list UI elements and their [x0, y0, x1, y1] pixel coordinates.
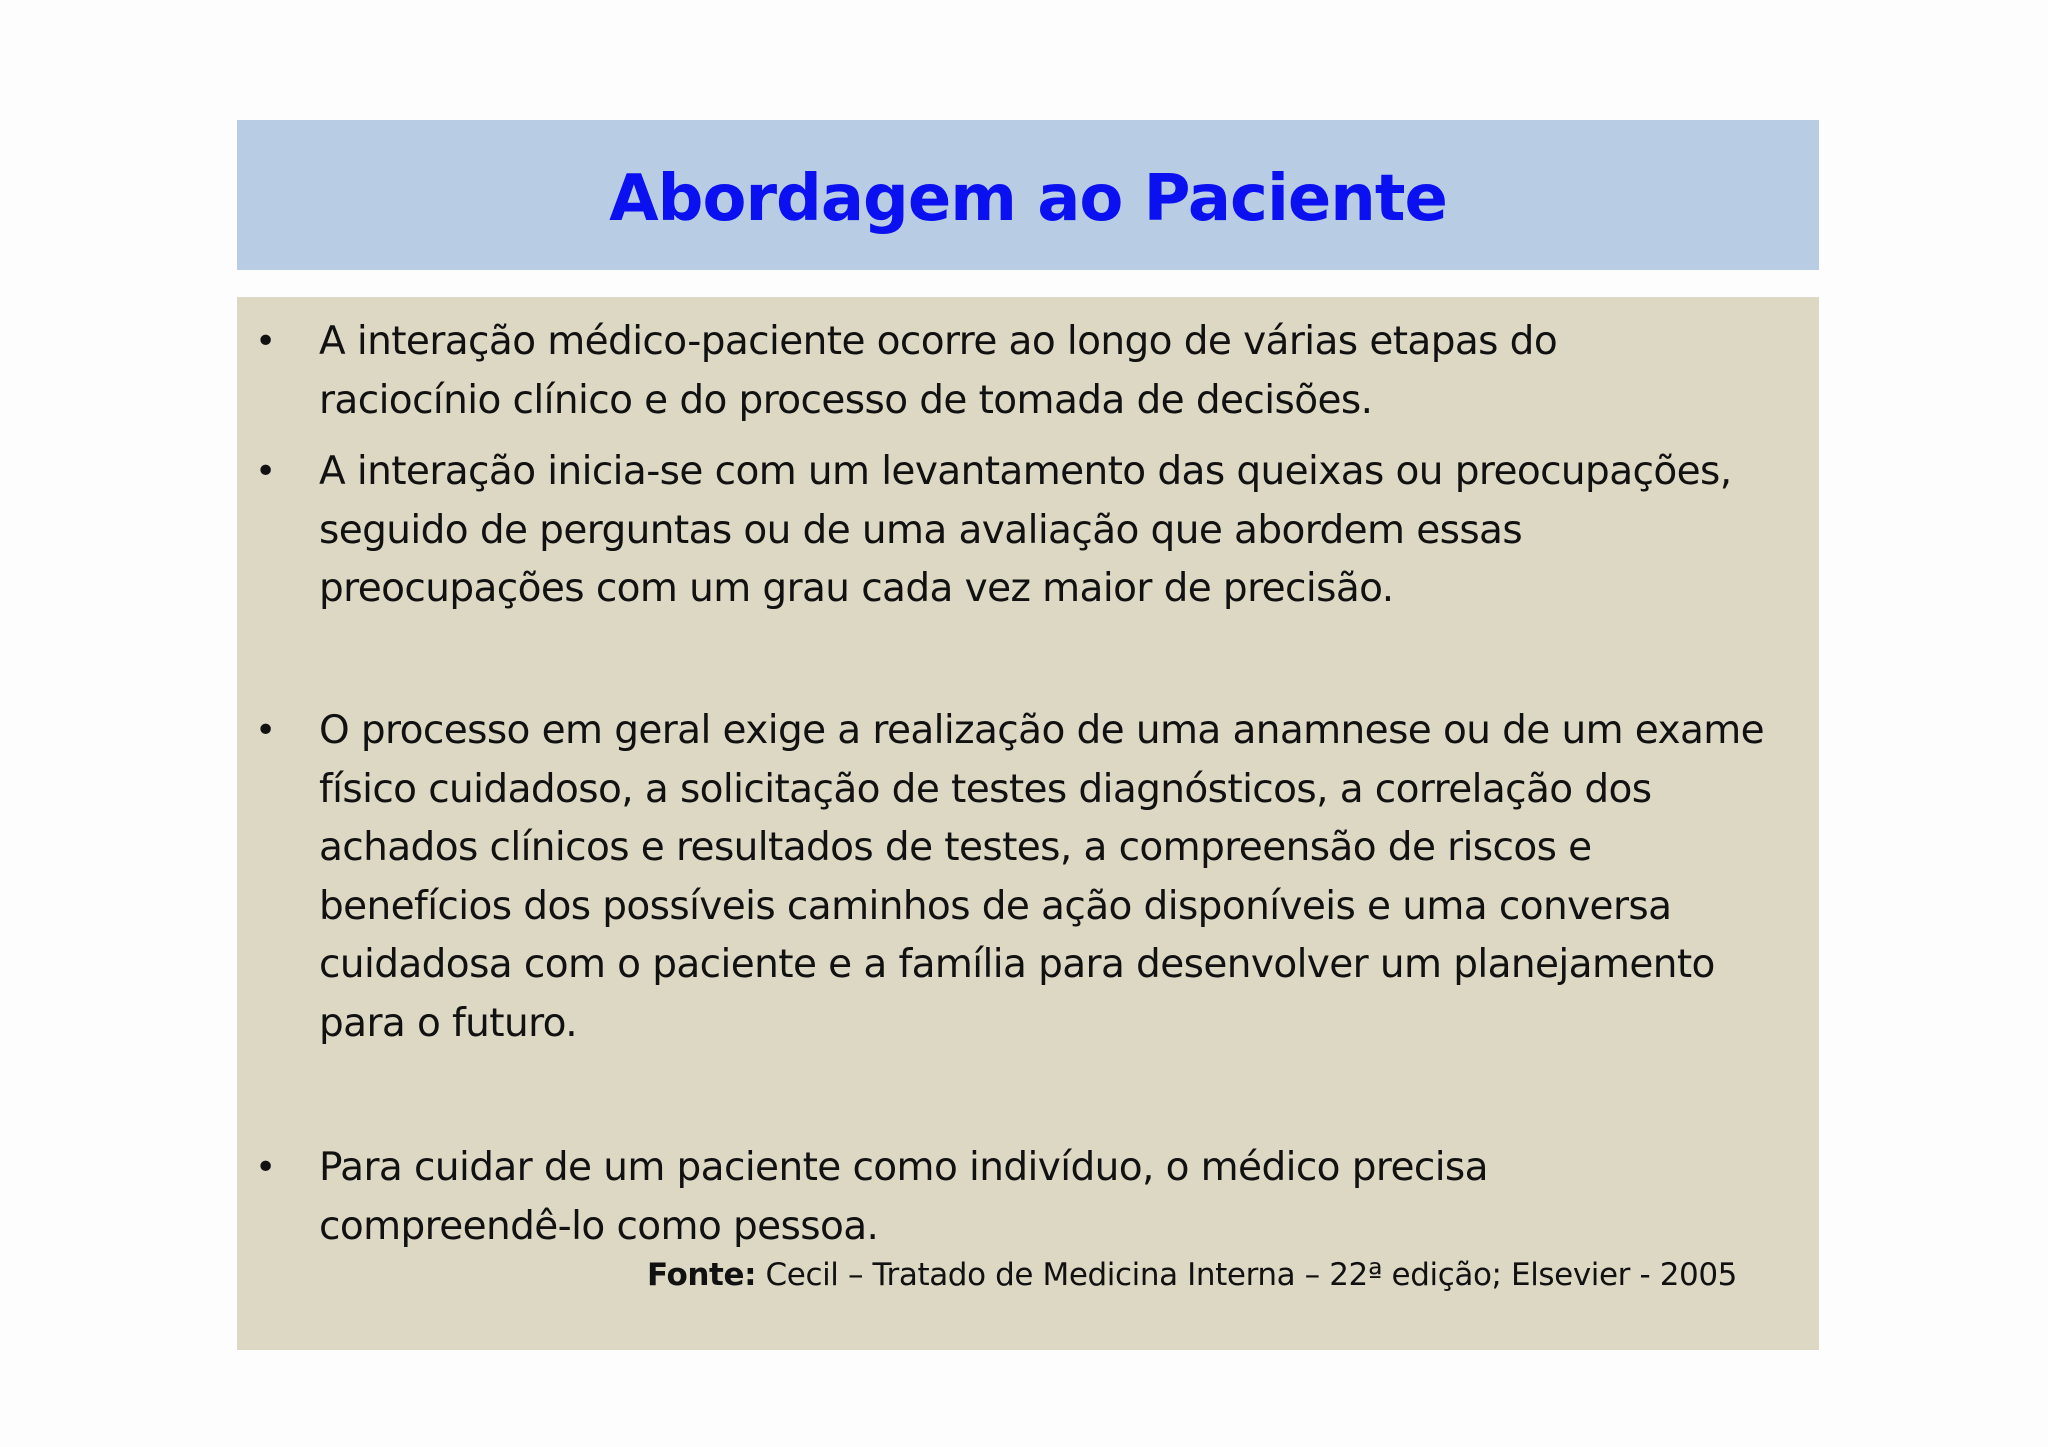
bullet-icon: •	[255, 451, 277, 492]
bullet-icon: •	[255, 1147, 277, 1188]
bullet-text: O processo em geral exige a realização de uma anamnese ou de um exame físico cuidadoso, a solicitação de testes diagnósticos, a correlação dos achados clínicos e resultados de testes, a compreensão de riscos e benefícios dos possíveis caminhos de ação disponíveis e uma conversa cuidadosa com o paciente e a família para desenvolver um planejamento para o futuro.	[319, 708, 1765, 1046]
bullet-text: A interação médico-paciente ocorre ao longo de várias etapas do raciocínio clínico e do processo de tomada de decisões.	[319, 319, 1558, 423]
slide-title: Abordagem ao Paciente	[609, 162, 1447, 236]
bullet-text: Para cuidar de um paciente como indivíduo, o médico precisa compreendê-lo como pessoa.	[319, 1145, 1488, 1249]
bullet-text: A interação inicia-se com um levantamento das queixas ou preocupações, seguido de perguntas ou de uma avaliação que abordem essas preocupações com um grau cada vez maior de precisão.	[319, 449, 1732, 611]
source-label: Fonte:	[646, 1257, 757, 1293]
bullet-icon: •	[255, 321, 277, 362]
bullet-icon: •	[255, 710, 277, 751]
source-citation	[647, 1255, 1737, 1295]
content-box	[237, 297, 1819, 1350]
title-bar	[237, 120, 1819, 270]
source-text: Cecil – Tratado de Medicina Interna – 22ª edição; Elsevier - 2005	[756, 1257, 1737, 1293]
